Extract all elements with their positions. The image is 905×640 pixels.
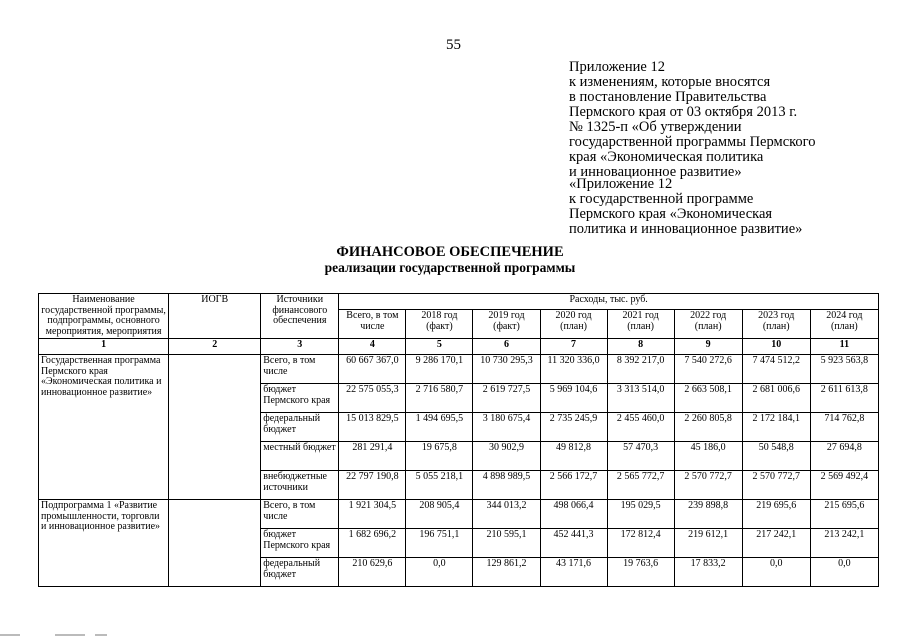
year-value-cell: 50 548,8 [742, 442, 810, 471]
source-cell: Всего, в том числе [261, 355, 339, 384]
header-year: 2021 год (план) [607, 310, 674, 339]
header-expenses: Расходы, тыс. руб. [339, 294, 879, 310]
appendix-line: «Приложение 12 [569, 176, 673, 192]
year-value-cell: 0,0 [406, 558, 473, 587]
source-cell: Всего, в том числе [261, 500, 339, 529]
source-cell: бюджет Пермского края [261, 529, 339, 558]
header-sources: Источники финансового обеспечения [261, 294, 339, 339]
year-value-cell: 2 681 006,6 [742, 384, 810, 413]
column-number: 2 [169, 339, 261, 355]
header-name: Наименование государственной программы, подпрограммы, основного мероприятия, мероприятия [39, 294, 169, 339]
source-cell: местный бюджет [261, 442, 339, 471]
column-number: 3 [261, 339, 339, 355]
year-value-cell: 19 763,6 [607, 558, 674, 587]
total-value-cell: 281 291,4 [339, 442, 406, 471]
year-value-cell: 239 898,8 [674, 500, 742, 529]
year-value-cell: 27 694,8 [810, 442, 878, 471]
year-value-cell: 10 730 295,3 [473, 355, 540, 384]
header-year: 2019 год (факт) [473, 310, 540, 339]
year-value-cell: 2 565 772,7 [607, 471, 674, 500]
title-line-2: реализации государственной программы [324, 260, 576, 275]
column-number: 5 [406, 339, 473, 355]
year-value-cell: 1 494 695,5 [406, 413, 473, 442]
year-value-cell: 2 570 772,7 [674, 471, 742, 500]
appendix-line: № 1325-п «Об утверждении [569, 119, 742, 135]
year-value-cell: 45 186,0 [674, 442, 742, 471]
appendix-line: к государственной программе [569, 191, 754, 207]
iogv-cell [169, 500, 261, 587]
year-value-cell: 9 286 170,1 [406, 355, 473, 384]
year-value-cell: 208 905,4 [406, 500, 473, 529]
year-value-cell: 215 695,6 [810, 500, 878, 529]
column-number: 9 [674, 339, 742, 355]
column-number: 8 [607, 339, 674, 355]
program-name-cell: Подпрограмма 1 «Развитие промышленности, торговли и инновационное развитие» [39, 500, 169, 587]
scan-edge [0, 630, 905, 640]
appendix-line: края «Экономическая политика [569, 149, 764, 165]
year-value-cell: 2 260 805,8 [674, 413, 742, 442]
year-value-cell: 5 055 218,1 [406, 471, 473, 500]
year-value-cell: 8 392 217,0 [607, 355, 674, 384]
year-value-cell: 0,0 [810, 558, 878, 587]
year-value-cell: 196 751,1 [406, 529, 473, 558]
year-value-cell: 11 320 336,0 [540, 355, 607, 384]
year-value-cell: 498 066,4 [540, 500, 607, 529]
year-value-cell: 2 663 508,1 [674, 384, 742, 413]
year-value-cell: 210 595,1 [473, 529, 540, 558]
year-value-cell: 3 313 514,0 [607, 384, 674, 413]
year-value-cell: 49 812,8 [540, 442, 607, 471]
appendix-line: политика и инновационное развитие» [569, 221, 803, 237]
column-number: 6 [473, 339, 540, 355]
year-value-cell: 2 611 613,8 [810, 384, 878, 413]
year-value-cell: 2 566 172,7 [540, 471, 607, 500]
year-value-cell: 2 735 245,9 [540, 413, 607, 442]
year-value-cell: 17 833,2 [674, 558, 742, 587]
header-year: 2024 год (план) [810, 310, 878, 339]
column-number: 7 [540, 339, 607, 355]
source-cell: федеральный бюджет [261, 413, 339, 442]
financial-table [38, 293, 879, 587]
year-value-cell: 2 172 184,1 [742, 413, 810, 442]
appendix-line: и инновационное развитие» [569, 164, 742, 180]
year-value-cell: 195 029,5 [607, 500, 674, 529]
column-number: 1 [39, 339, 169, 355]
table-row [39, 355, 879, 384]
header-iogv: ИОГВ [169, 294, 261, 339]
year-value-cell: 4 898 989,5 [473, 471, 540, 500]
appendix-block-amendments [569, 60, 816, 180]
header-total: Всего, в том числе [339, 310, 406, 339]
source-cell: внебюджетные источники [261, 471, 339, 500]
year-value-cell: 5 969 104,6 [540, 384, 607, 413]
year-value-cell: 5 923 563,8 [810, 355, 878, 384]
appendix-line: к изменениям, которые вносятся [569, 74, 771, 90]
program-name-cell: Государственная программа Пермского края «Экономическая политика и инновационное развитие» [39, 355, 169, 500]
year-value-cell: 19 675,8 [406, 442, 473, 471]
page-number: 55 [446, 37, 461, 53]
appendix-line: Приложение 12 [569, 59, 665, 75]
total-value-cell: 22 797 190,8 [339, 471, 406, 500]
document-title [240, 244, 660, 275]
header-year: 2022 год (план) [674, 310, 742, 339]
year-value-cell: 3 180 675,4 [473, 413, 540, 442]
year-value-cell: 172 812,4 [607, 529, 674, 558]
year-value-cell: 129 861,2 [473, 558, 540, 587]
year-value-cell: 7 540 272,6 [674, 355, 742, 384]
appendix-line: Пермского края «Экономическая [569, 206, 773, 222]
year-value-cell: 30 902,9 [473, 442, 540, 471]
appendix-line: государственной программы Пермского [569, 134, 816, 150]
appendix-line: Пермского края от 03 октября 2013 г. [569, 104, 798, 120]
column-number: 4 [339, 339, 406, 355]
column-number: 10 [742, 339, 810, 355]
year-value-cell: 217 242,1 [742, 529, 810, 558]
year-value-cell: 2 570 772,7 [742, 471, 810, 500]
year-value-cell: 2 455 460,0 [607, 413, 674, 442]
title-line-1: ФИНАНСОВОЕ ОБЕСПЕЧЕНИЕ [336, 244, 564, 260]
source-cell: бюджет Пермского края [261, 384, 339, 413]
year-value-cell: 43 171,6 [540, 558, 607, 587]
year-value-cell: 219 695,6 [742, 500, 810, 529]
table-row [39, 500, 879, 529]
column-number: 11 [810, 339, 878, 355]
year-value-cell: 213 242,1 [810, 529, 878, 558]
year-value-cell: 219 612,1 [674, 529, 742, 558]
source-cell: федеральный бюджет [261, 558, 339, 587]
header-year: 2020 год (план) [540, 310, 607, 339]
year-value-cell: 0,0 [742, 558, 810, 587]
year-value-cell: 2 716 580,7 [406, 384, 473, 413]
year-value-cell: 2 569 492,4 [810, 471, 878, 500]
total-value-cell: 15 013 829,5 [339, 413, 406, 442]
iogv-cell [169, 355, 261, 500]
header-year: 2018 год (факт) [406, 310, 473, 339]
year-value-cell: 57 470,3 [607, 442, 674, 471]
header-year: 2023 год (план) [742, 310, 810, 339]
year-value-cell: 344 013,2 [473, 500, 540, 529]
year-value-cell: 2 619 727,5 [473, 384, 540, 413]
total-value-cell: 22 575 055,3 [339, 384, 406, 413]
year-value-cell: 714 762,8 [810, 413, 878, 442]
appendix-block-program [569, 177, 802, 237]
year-value-cell: 452 441,3 [540, 529, 607, 558]
total-value-cell: 1 682 696,2 [339, 529, 406, 558]
total-value-cell: 1 921 304,5 [339, 500, 406, 529]
total-value-cell: 210 629,6 [339, 558, 406, 587]
appendix-line: в постановление Правительства [569, 89, 767, 105]
total-value-cell: 60 667 367,0 [339, 355, 406, 384]
year-value-cell: 7 474 512,2 [742, 355, 810, 384]
